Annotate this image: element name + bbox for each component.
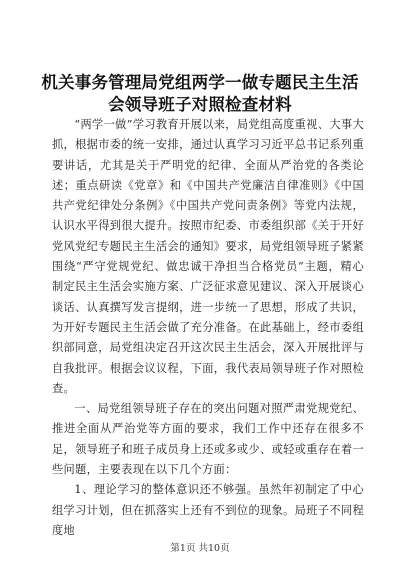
document-title: 机关事务管理局党组两学一做专题民主生活会领导班子对照检查材料 <box>41 73 359 114</box>
document-body <box>52 115 364 541</box>
paragraph-section-one: 一、局党组领导班子存在的突出问题对照严肃党规党纪、推进全面从严治党等方面的要求，我们工作中还存在很多不足，领导班子和班子成员身上还或多或少、或轻或重存在着一些问题，主要表现在以下几个方面： <box>52 402 364 477</box>
paragraph-intro: “两学一做”学习教育开展以来，局党组高度重视、大事大抓，根据市委的统一安排，通过认真学习习近平总书记系列重要讲话，尤其是关于严明党的纪律、全面从严治党的各类论述；重点研读《党章》和《中国共产党廉洁自律准则》《中国共产党纪律处分条例》《中国共产党问责条例》等党内法规，认识水平得到很大提升。按照市纪委、市委组织部《关于开好党风党纪专题民主生活会的通知》要求，局党组领导班子紧紧围绕“严守党规党纪、做忠诚干净担当合格党员”主题，精心制定民主生活会实施方案、广泛征求意见建议、深入开展谈心谈话、认真撰写发言提纲，进一步统一了思想，形成了共识，为开好专题民主生活会做了充分准备。在此基础上，经市委组织部同意，局党组决定召开这次民主生活会，深入开展批评与自我批评。根据会议议程，下面，我代表局领导班子作对照检查。 <box>52 118 364 395</box>
page-footer: 第1页 共10页 <box>170 543 230 554</box>
paragraph-item-one: 1、理论学习的整体意识还不够强。虽然年初制定了中心组学习计划，但在抓落实上还有不到位的现象。局班子不同程度地 <box>52 483 364 537</box>
